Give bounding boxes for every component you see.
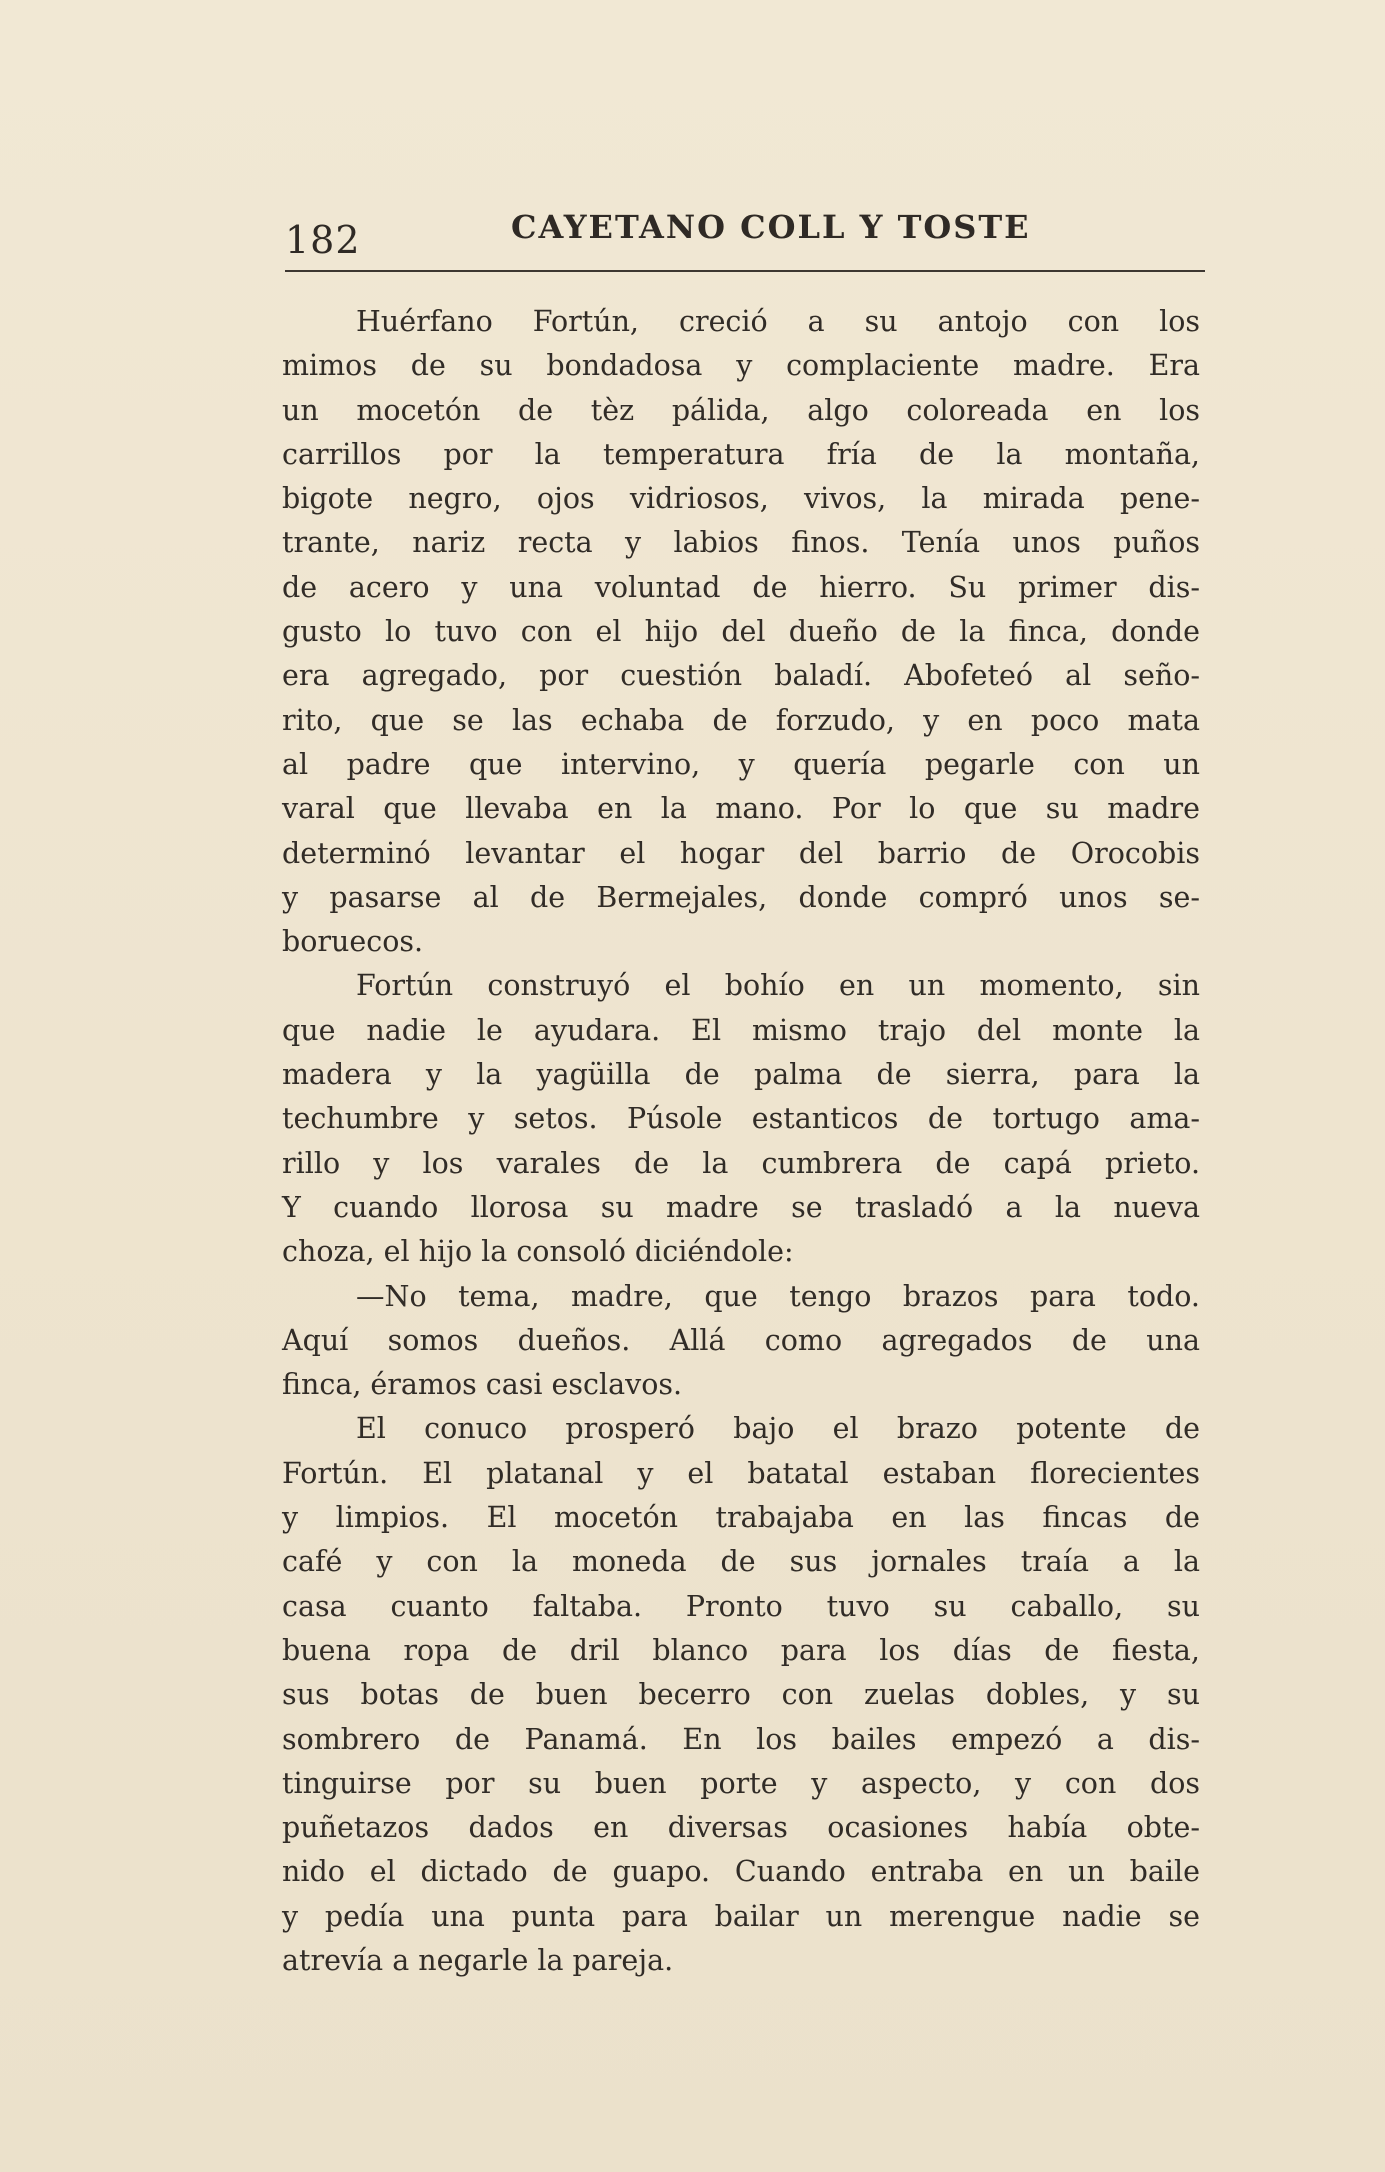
- running-title: CAYETANO COLL Y TOSTE: [511, 208, 1031, 246]
- text-line: bigote negro, ojos vidriosos, vivos, la mirada pene-: [282, 482, 1200, 516]
- text-line: y pasarse al de Bermejales, donde compró unos se-: [282, 880, 1200, 914]
- text-line: madera y la yagüilla de palma de sierra, para la: [282, 1058, 1200, 1092]
- text-line: café y con la moneda de sus jornales traía a la: [282, 1545, 1200, 1579]
- text-line: sus botas de buen becerro con zuelas dobles, y su: [282, 1678, 1200, 1712]
- text-line: Fortún construyó el bohío en un momento, sin: [356, 969, 1200, 1003]
- text-line: y limpios. El mocetón trabajaba en las fincas de: [282, 1501, 1200, 1535]
- text-line: finca, éramos casi esclavos.: [282, 1368, 683, 1402]
- text-line: Huérfano Fortún, creció a su antojo con los: [356, 305, 1200, 338]
- text-line: Y cuando llorosa su madre se trasladó a la nueva: [282, 1190, 1200, 1224]
- text-line: rito, que se las echaba de forzudo, y en poco mata: [282, 703, 1200, 737]
- text-line: mimos de su bondadosa y complaciente madre. Era: [282, 349, 1200, 383]
- text-line: al padre que intervino, y quería pegarle con un: [282, 747, 1200, 781]
- text-line: de acero y una voluntad de hierro. Su primer dis-: [282, 570, 1200, 604]
- text-line: techumbre y setos. Púsole estanticos de tortugo ama-: [282, 1102, 1200, 1136]
- text-line: Aquí somos dueños. Allá como agregados de una: [282, 1323, 1200, 1357]
- text-line: —No tema, madre, que tengo brazos para todo.: [356, 1279, 1200, 1313]
- text-line: sombrero de Panamá. En los bailes empezó a dis-: [282, 1722, 1200, 1756]
- text-line: nido el dictado de guapo. Cuando entraba en un baile: [282, 1855, 1200, 1889]
- body-text: [282, 300, 1200, 1983]
- text-line: era agregado, por cuestión baladí. Abofeteó al seño-: [282, 659, 1200, 693]
- page-header: [285, 200, 1205, 272]
- page-number: 182: [285, 218, 361, 262]
- text-line: casa cuanto faltaba. Pronto tuvo su caballo, su: [282, 1589, 1200, 1623]
- text-line: tinguirse por su buen porte y aspecto, y con dos: [282, 1766, 1200, 1800]
- text-line: choza, el hijo la consoló diciéndole:: [282, 1235, 794, 1269]
- text-line: varal que llevaba en la mano. Por lo que su madre: [282, 792, 1200, 826]
- text-line: que nadie le ayudara. El mismo trajo del monte la: [282, 1013, 1200, 1047]
- text-line: Fortún. El platanal y el batatal estaban florecientes: [282, 1456, 1200, 1490]
- text-line: boruecos.: [282, 925, 424, 959]
- text-line: buena ropa de dril blanco para los días de fiesta,: [282, 1633, 1200, 1667]
- text-line: determinó levantar el hogar del barrio de Orocobis: [282, 836, 1200, 870]
- text-line: rillo y los varales de la cumbrera de capá prieto.: [282, 1146, 1200, 1180]
- text-line: El conuco prosperó bajo el brazo potente de: [356, 1412, 1200, 1446]
- text-line: y pedía una punta para bailar un merengue nadie se: [282, 1899, 1200, 1933]
- text-line: carrillos por la temperatura fría de la montaña,: [282, 437, 1200, 471]
- text-line: gusto lo tuvo con el hijo del dueño de la finca, donde: [282, 615, 1200, 649]
- text-line: trante, nariz recta y labios finos. Tenía unos puños: [282, 526, 1200, 560]
- text-line: un mocetón de tèz pálida, algo coloreada en los: [282, 393, 1200, 427]
- text-line: puñetazos dados en diversas ocasiones había obte-: [282, 1811, 1200, 1845]
- text-line: atrevía a negarle la pareja.: [282, 1943, 674, 1977]
